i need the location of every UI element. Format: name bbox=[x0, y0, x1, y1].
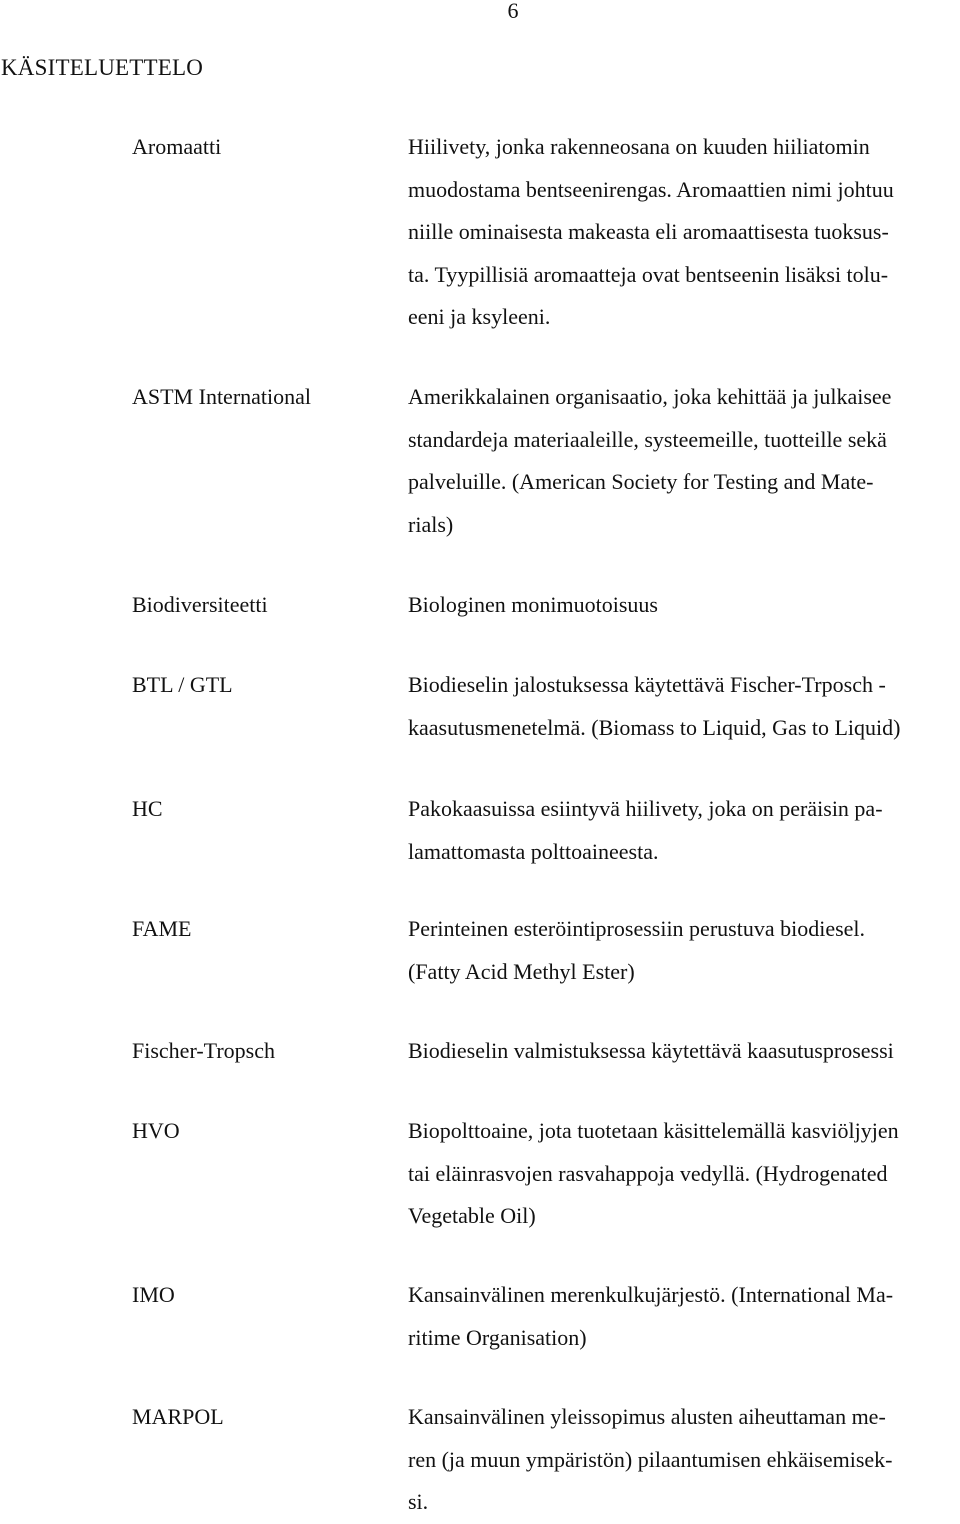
glossary-term: MARPOL bbox=[132, 1404, 224, 1429]
definition-line: kaasutusmenetelmä. (Biomass to Liquid, Gas to Liquid) bbox=[408, 714, 901, 740]
definition-line: Biodieselin jalostuksessa käytettävä Fischer-Trposch - bbox=[408, 672, 886, 697]
definition-line: Pakokaasuissa esiintyvä hiilivety, joka on peräisin pa- bbox=[408, 796, 883, 821]
definition-line: Biopolttoaine, jota tuotetaan käsittelemällä kasviöljyjen bbox=[408, 1118, 899, 1143]
definition-line: Hiilivety, jonka rakenneosana on kuuden hiiliatomin bbox=[408, 134, 870, 159]
definition-line: lamattomasta polttoaineesta. bbox=[408, 838, 659, 864]
glossary-definition bbox=[408, 1110, 899, 1238]
glossary-term: Biodiversiteetti bbox=[132, 592, 268, 617]
glossary-term: HC bbox=[132, 796, 163, 821]
glossary-definition bbox=[408, 1274, 893, 1359]
glossary-definition bbox=[408, 664, 900, 749]
page-number: 6 bbox=[507, 0, 519, 23]
definition-line: Vegetable Oil) bbox=[408, 1203, 536, 1228]
glossary-definition bbox=[408, 1030, 894, 1073]
definition-line: (Fatty Acid Methyl Ester) bbox=[408, 958, 635, 984]
glossary-term: BTL / GTL bbox=[132, 672, 233, 697]
glossary-definition bbox=[408, 788, 883, 873]
definition-line: tai eläinrasvojen rasvahappoja vedyllä. (Hydrogenated bbox=[408, 1160, 888, 1186]
definition-line: ta. Tyypillisiä aromaatteja ovat bentseenin lisäksi tolu- bbox=[408, 261, 889, 287]
glossary-term: HVO bbox=[132, 1118, 180, 1143]
definition-line: muodostama bentseenirengas. Aromaattien nimi johtuu bbox=[408, 176, 894, 202]
definition-line: ritime Organisation) bbox=[408, 1324, 587, 1350]
glossary-term: IMO bbox=[132, 1282, 175, 1307]
definition-line: Perinteinen esteröintiprosessiin perustuva biodiesel. bbox=[408, 916, 866, 941]
glossary-definition bbox=[408, 908, 865, 993]
glossary-term: Aromaatti bbox=[132, 134, 222, 159]
definition-line: Kansainvälinen yleissopimus alusten aiheuttaman me- bbox=[408, 1404, 886, 1429]
glossary-term: Fischer-Tropsch bbox=[132, 1038, 275, 1063]
definition-line: standardeja materiaaleille, systeemeille, tuotteille sekä bbox=[408, 426, 887, 452]
glossary-definition bbox=[408, 376, 891, 546]
definition-line: rials) bbox=[408, 511, 454, 537]
glossary-term: ASTM International bbox=[132, 384, 312, 409]
definition-line: Biologinen monimuotoisuus bbox=[408, 592, 658, 617]
definition-line: eeni ja ksyleeni. bbox=[408, 304, 551, 329]
definition-line: palveluille. (American Society for Testing and Mate- bbox=[408, 469, 874, 494]
page-title: KÄSITELUETTELO bbox=[1, 55, 204, 80]
definition-line: ren (ja muun ympäristön) pilaantumisen ehkäisemisek- bbox=[408, 1446, 893, 1472]
definition-line: Kansainvälinen merenkulkujärjestö. (International Ma- bbox=[408, 1282, 894, 1307]
glossary-definition bbox=[408, 1396, 892, 1524]
glossary-definition bbox=[408, 584, 658, 627]
definition-line: Biodieselin valmistuksessa käytettävä kaasutusprosessi bbox=[408, 1038, 894, 1063]
glossary-definition bbox=[408, 126, 894, 339]
glossary-term: FAME bbox=[132, 916, 192, 941]
definition-line: Amerikkalainen organisaatio, joka kehittää ja julkaisee bbox=[408, 384, 892, 409]
definition-line: niille ominaisesta makeasta eli aromaattisesta tuoksus- bbox=[408, 219, 889, 244]
definition-line: si. bbox=[408, 1489, 429, 1514]
